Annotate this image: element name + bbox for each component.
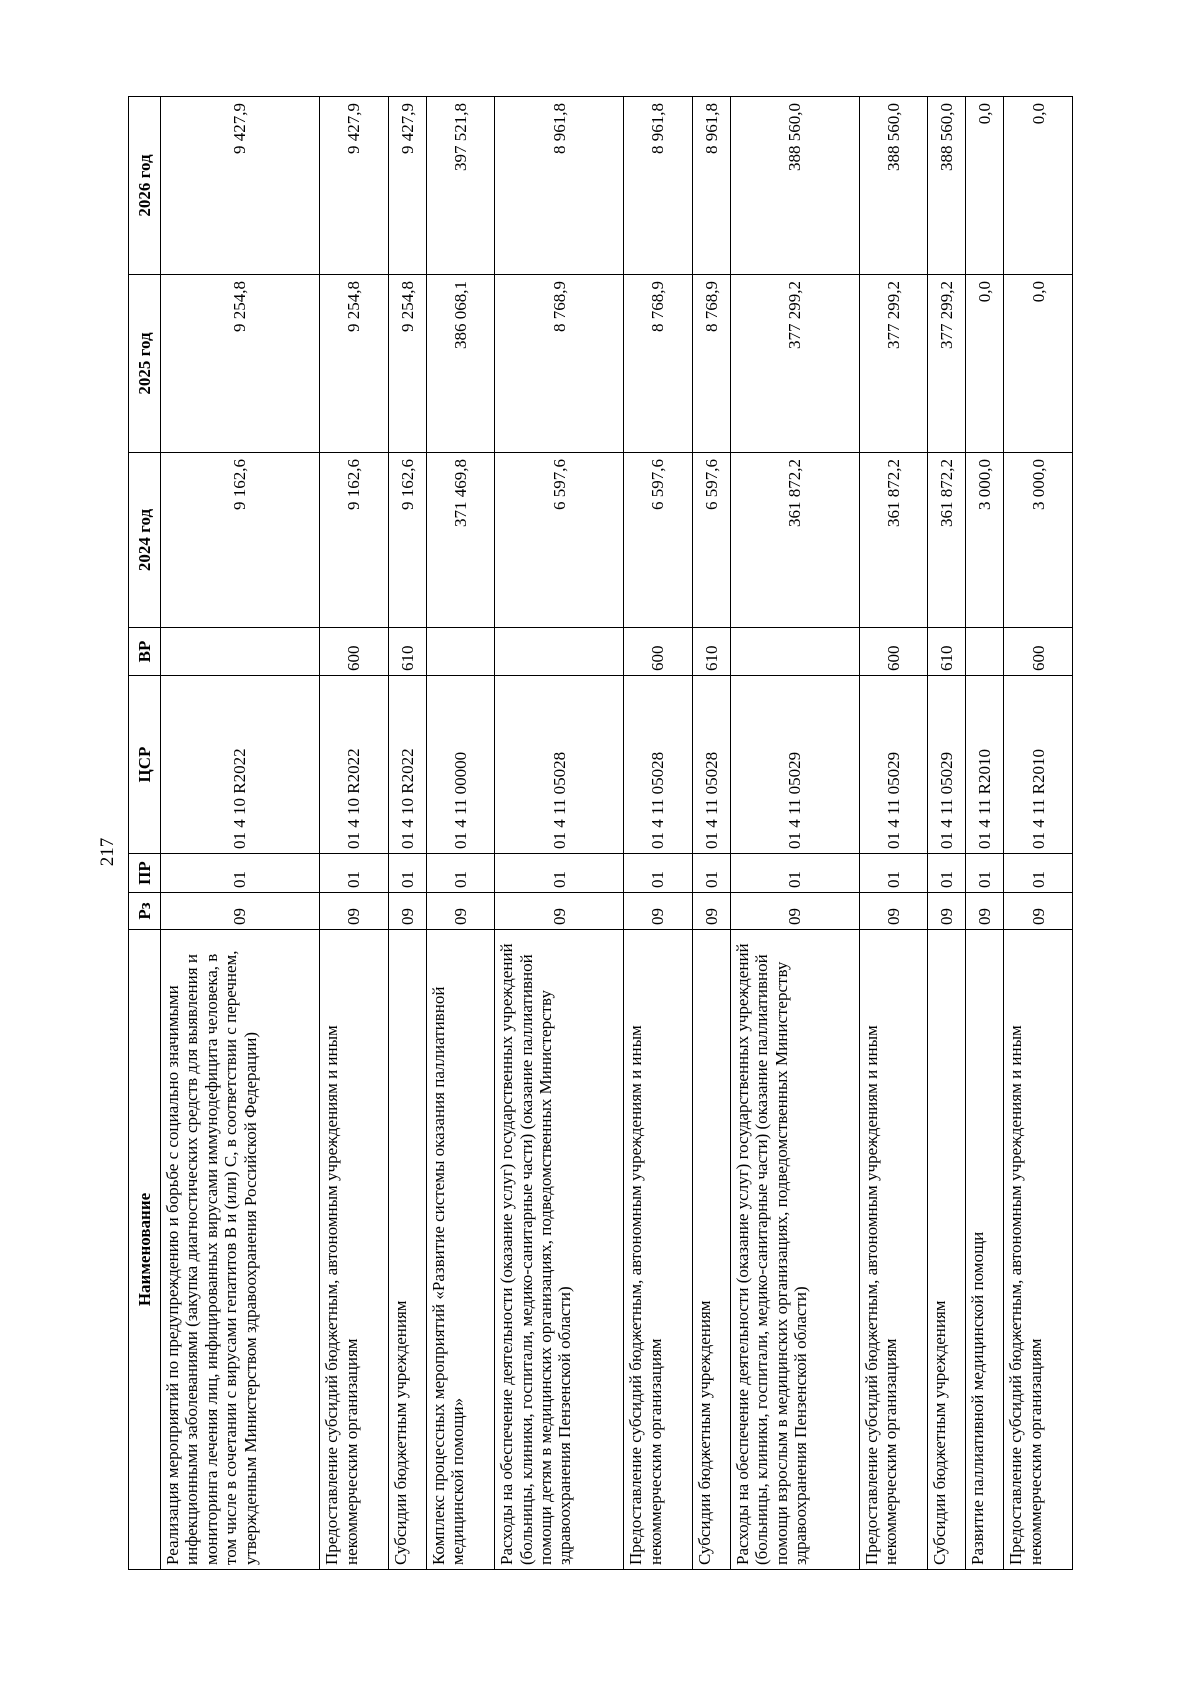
cell-2025: 9 254,8	[161, 275, 320, 453]
cell-2026: 388 560,0	[928, 97, 966, 275]
cell-pr: 01	[730, 854, 859, 893]
cell-2025: 8 768,9	[495, 275, 624, 453]
cell-name: Субсидии бюджетным учреждениям	[692, 930, 730, 1570]
rotated-table-container	[128, 97, 1073, 1570]
cell-name: Расходы на обеспечение деятельности (оказание услуг) государственных учреждений (больницы, клиники, госпитали, медико-санитарные части) (оказание паллиативной помощи детям в медицинских организациях, подведомственных Министерству здравоохранения Пензенской области)	[495, 930, 624, 1570]
table-row	[624, 97, 692, 1570]
cell-2025: 377 299,2	[730, 275, 859, 453]
cell-2026: 8 961,8	[692, 97, 730, 275]
cell-rz: 09	[495, 893, 624, 930]
cell-2026: 8 961,8	[495, 97, 624, 275]
cell-2025: 9 254,8	[320, 275, 388, 453]
cell-2026: 0,0	[966, 97, 1004, 275]
cell-2026: 9 427,9	[388, 97, 426, 275]
cell-2025: 377 299,2	[928, 275, 966, 453]
cell-2024: 3 000,0	[1004, 453, 1073, 628]
cell-2026: 8 961,8	[624, 97, 692, 275]
cell-pr: 01	[692, 854, 730, 893]
header-vr: ВР	[129, 628, 161, 676]
cell-rz: 09	[928, 893, 966, 930]
cell-name: Реализация мероприятий по предупреждению и борьбе с социально значимыми инфекционными заболеваниями (закупка диагностических средств для выявления и мониторинга лечения лиц, инфицированных вирусами иммунодефицита человека, в том числе в сочетании с вирусами гепатитов В и (или) С, в соответствии с перечнем, утвержденным Министерством здравоохранения Российской Федерации)	[161, 930, 320, 1570]
cell-vr: 600	[624, 628, 692, 676]
cell-name: Комплекс процессных мероприятий «Развитие системы оказания паллиативной медицинской помощи»	[426, 930, 494, 1570]
cell-2024: 6 597,6	[692, 453, 730, 628]
cell-vr	[161, 628, 320, 676]
cell-2025: 386 068,1	[426, 275, 494, 453]
cell-pr: 01	[928, 854, 966, 893]
cell-csr: 01 4 11 05028	[495, 676, 624, 854]
header-name: Наименование	[129, 930, 161, 1570]
table-row	[966, 97, 1004, 1570]
cell-csr: 01 4 11 R2010	[966, 676, 1004, 854]
cell-csr: 01 4 11 05029	[730, 676, 859, 854]
table-row	[495, 97, 624, 1570]
cell-pr: 01	[859, 854, 927, 893]
budget-table	[128, 96, 1073, 1570]
cell-2024: 9 162,6	[320, 453, 388, 628]
cell-rz: 09	[859, 893, 927, 930]
cell-rz: 09	[966, 893, 1004, 930]
cell-vr	[966, 628, 1004, 676]
cell-vr: 610	[692, 628, 730, 676]
header-rz: Рз	[129, 893, 161, 930]
cell-name: Предоставление субсидий бюджетным, автономным учреждениям и иным некоммерческим организациям	[624, 930, 692, 1570]
table-row	[1004, 97, 1073, 1570]
cell-vr	[495, 628, 624, 676]
cell-2026: 388 560,0	[859, 97, 927, 275]
cell-csr: 01 4 10 R2022	[388, 676, 426, 854]
cell-csr: 01 4 11 00000	[426, 676, 494, 854]
cell-name: Развитие паллиативной медицинской помощи	[966, 930, 1004, 1570]
cell-name: Расходы на обеспечение деятельности (оказание услуг) государственных учреждений (больницы, клиники, госпитали, медико-санитарные части) (оказание паллиативной помощи взрослым в медицинских организациях, подведомственных Министерству здравоохранения Пензенской области)	[730, 930, 859, 1570]
cell-2024: 361 872,2	[730, 453, 859, 628]
cell-pr: 01	[966, 854, 1004, 893]
cell-rz: 09	[1004, 893, 1073, 930]
cell-2024: 9 162,6	[161, 453, 320, 628]
cell-2024: 9 162,6	[388, 453, 426, 628]
table-row	[161, 97, 320, 1570]
cell-2026: 9 427,9	[320, 97, 388, 275]
cell-pr: 01	[161, 854, 320, 893]
cell-2025: 8 768,9	[624, 275, 692, 453]
cell-name: Предоставление субсидий бюджетным, автономным учреждениям и иным некоммерческим организациям	[859, 930, 927, 1570]
cell-vr: 600	[859, 628, 927, 676]
cell-pr: 01	[624, 854, 692, 893]
table-row	[859, 97, 927, 1570]
header-pr: ПР	[129, 854, 161, 893]
cell-2024: 361 872,2	[859, 453, 927, 628]
table-row	[928, 97, 966, 1570]
cell-csr: 01 4 10 R2022	[161, 676, 320, 854]
cell-2024: 6 597,6	[495, 453, 624, 628]
cell-2026: 397 521,8	[426, 97, 494, 275]
cell-name: Предоставление субсидий бюджетным, автономным учреждениям и иным некоммерческим организациям	[320, 930, 388, 1570]
table-row	[388, 97, 426, 1570]
cell-rz: 09	[692, 893, 730, 930]
cell-vr	[426, 628, 494, 676]
header-2026: 2026 год	[129, 97, 161, 275]
cell-pr: 01	[426, 854, 494, 893]
cell-csr: 01 4 11 05028	[624, 676, 692, 854]
cell-name: Предоставление субсидий бюджетным, автономным учреждениям и иным некоммерческим организациям	[1004, 930, 1073, 1570]
cell-pr: 01	[495, 854, 624, 893]
cell-name: Субсидии бюджетным учреждениям	[928, 930, 966, 1570]
cell-vr: 600	[1004, 628, 1073, 676]
cell-2025: 9 254,8	[388, 275, 426, 453]
cell-rz: 09	[161, 893, 320, 930]
table-row	[692, 97, 730, 1570]
cell-vr	[730, 628, 859, 676]
table-row	[426, 97, 494, 1570]
table-row	[320, 97, 388, 1570]
cell-pr: 01	[320, 854, 388, 893]
cell-2025: 8 768,9	[692, 275, 730, 453]
cell-vr: 600	[320, 628, 388, 676]
header-csr: ЦСР	[129, 676, 161, 854]
cell-pr: 01	[388, 854, 426, 893]
cell-rz: 09	[624, 893, 692, 930]
cell-2026: 388 560,0	[730, 97, 859, 275]
table-body	[161, 97, 1073, 1570]
cell-csr: 01 4 11 R2010	[1004, 676, 1073, 854]
cell-rz: 09	[320, 893, 388, 930]
cell-2024: 361 872,2	[928, 453, 966, 628]
cell-2025: 0,0	[966, 275, 1004, 453]
cell-vr: 610	[388, 628, 426, 676]
header-2024: 2024 год	[129, 453, 161, 628]
cell-rz: 09	[388, 893, 426, 930]
table-row	[730, 97, 859, 1570]
cell-rz: 09	[426, 893, 494, 930]
cell-2026: 0,0	[1004, 97, 1073, 275]
cell-csr: 01 4 10 R2022	[320, 676, 388, 854]
cell-name: Субсидии бюджетным учреждениям	[388, 930, 426, 1570]
header-2025: 2025 год	[129, 275, 161, 453]
cell-2024: 3 000,0	[966, 453, 1004, 628]
cell-csr: 01 4 11 05029	[928, 676, 966, 854]
cell-csr: 01 4 11 05028	[692, 676, 730, 854]
table-header-row	[129, 97, 161, 1570]
cell-2026: 9 427,9	[161, 97, 320, 275]
cell-csr: 01 4 11 05029	[859, 676, 927, 854]
cell-pr: 01	[1004, 854, 1073, 893]
cell-2025: 0,0	[1004, 275, 1073, 453]
page-number: 217	[97, 837, 118, 867]
cell-2024: 371 469,8	[426, 453, 494, 628]
cell-rz: 09	[730, 893, 859, 930]
cell-vr: 610	[928, 628, 966, 676]
cell-2025: 377 299,2	[859, 275, 927, 453]
cell-2024: 6 597,6	[624, 453, 692, 628]
